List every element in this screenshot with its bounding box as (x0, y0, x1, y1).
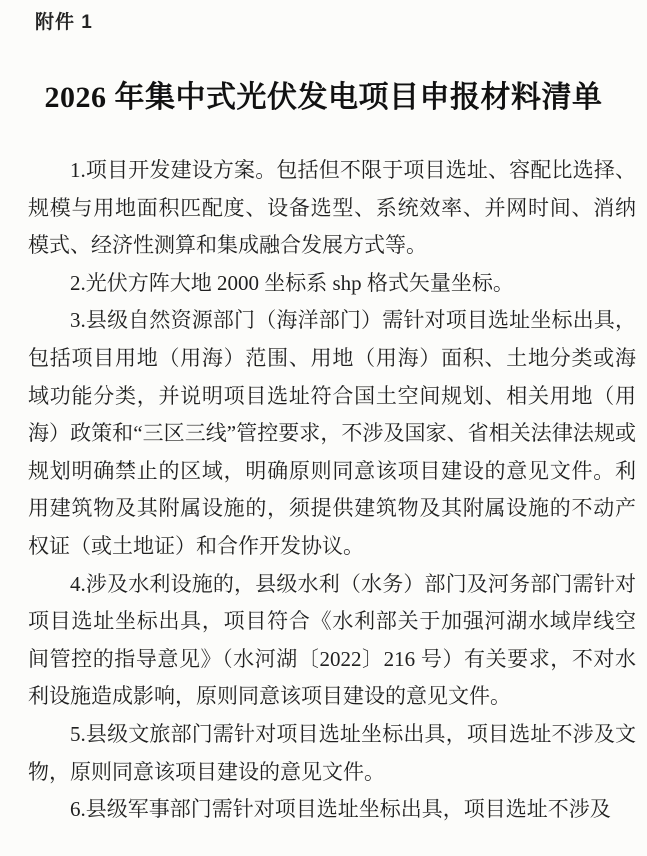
paragraph: 4.涉及水利设施的，县级水利（水务）部门及河务部门需针对项目选址坐标出具，项目符合《水利部关于加强河湖水域岸线空间管控的指导意见》（水河湖〔2022〕216 号）有关要求，不对水利设施造成影响，原则同意该项目建设的意见文件。 (28, 571, 636, 709)
attachment-label: 附件 1 (35, 12, 93, 33)
paragraph: 1.项目开发建设方案。包括但不限于项目选址、容配比选择、规模与用地面积匹配度、设备选型、系统效率、并网时间、消纳模式、经济性测算和集成融合发展方式等。 (28, 158, 636, 258)
paragraph: 2.光伏方阵大地 2000 坐标系 shp 格式矢量坐标。 (70, 270, 514, 295)
document-body (28, 152, 636, 829)
paragraph: 5.县级文旅部门需针对项目选址坐标出具，项目选址不涉及文物，原则同意该项目建设的意见文件。 (28, 721, 636, 784)
paragraph: 6.县级军事部门需针对项目选址坐标出具，项目选址不涉及 (70, 797, 611, 822)
document-title: 2026 年集中式光伏发电项目申报材料清单 (44, 81, 603, 114)
paragraph: 3.县级自然资源部门（海洋部门）需针对项目选址坐标出具，包括项目用地（用海）范围、用地（用海）面积、土地分类或海域功能分类，并说明项目选址符合国土空间规划、相关用地（用海）政策和“三区三线”管控要求，不涉及国家、省相关法律法规或规划明确禁止的区域，明确原则同意该项目建设的意见文件。利用建筑物及其附属设施的，须提供建筑物及其附属设施的不动产权证（或土地证）和合作开发协议。 (28, 308, 636, 558)
